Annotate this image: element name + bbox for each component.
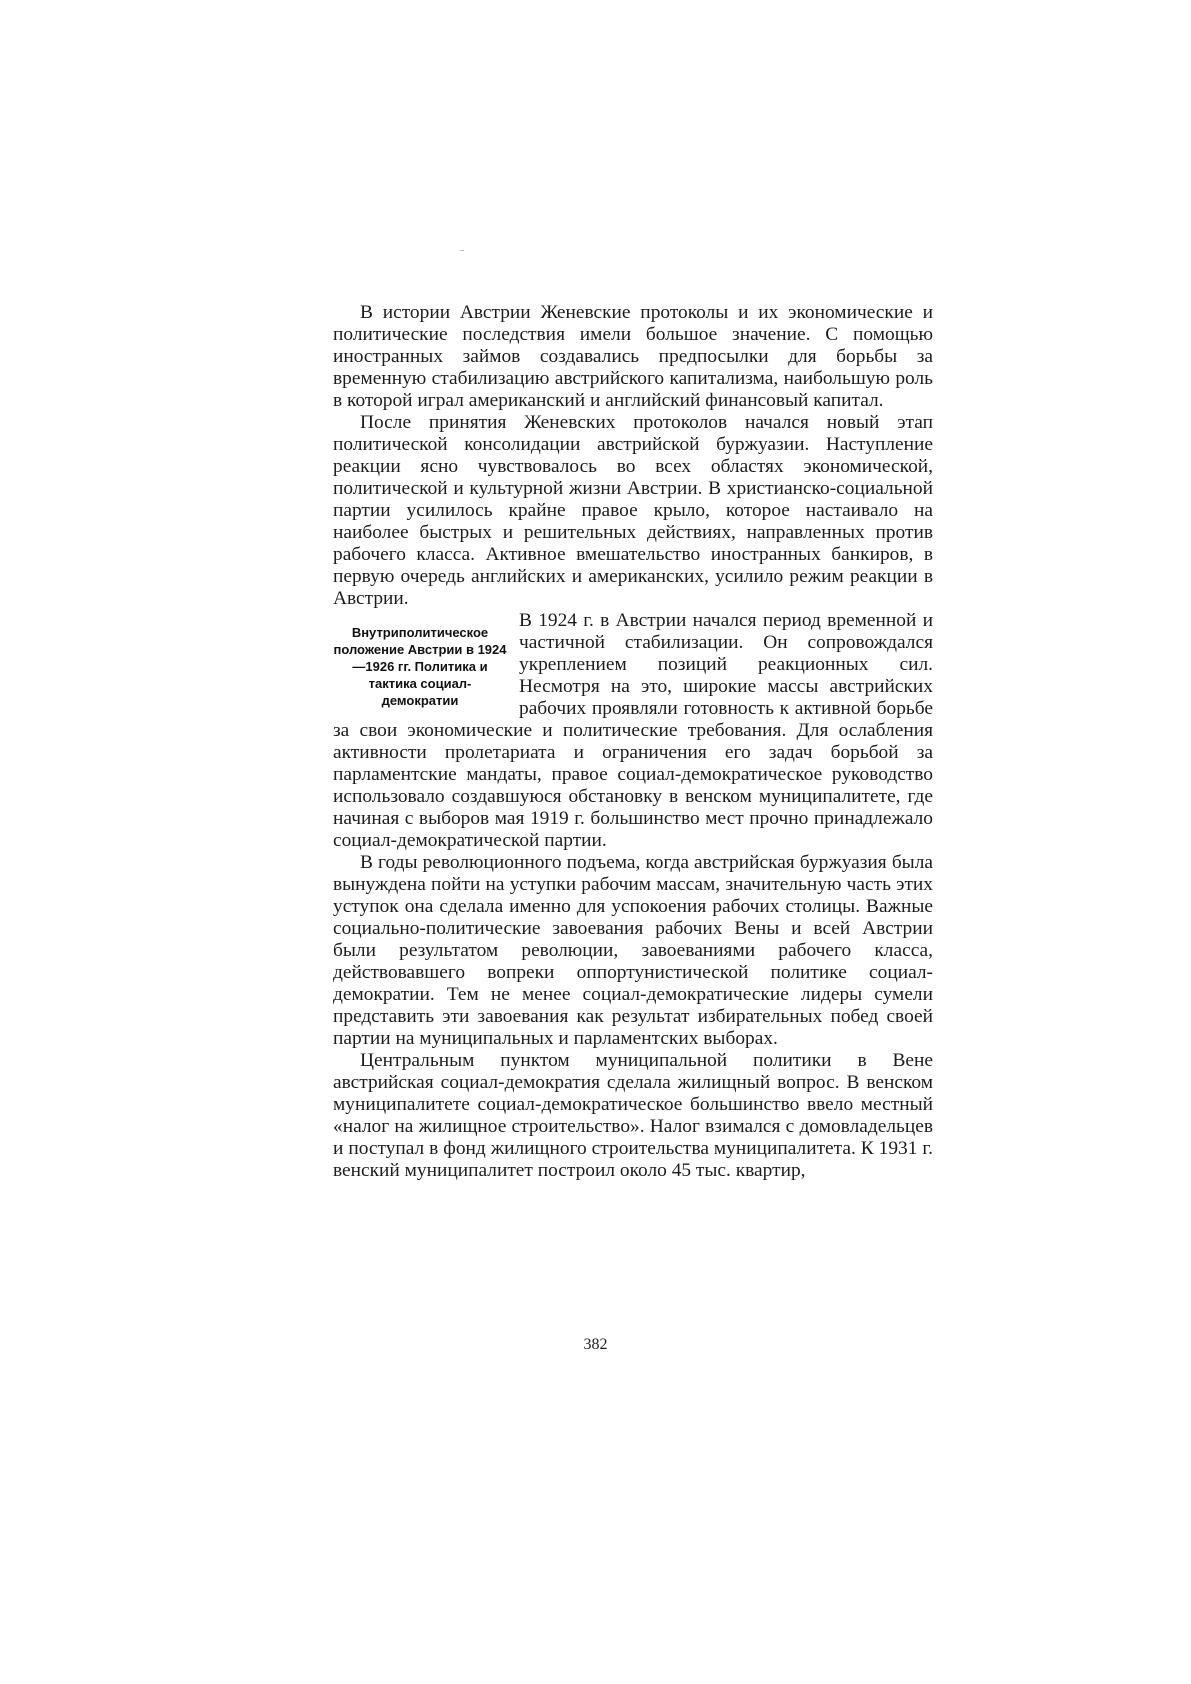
paragraph-3: В 1924 г. в Австрии начался период временной и частичной стабилизации. Он сопровождался укреплением позиций реакционных сил. Несмотря на это, широкие массы австрийских рабочих проявляли готовность к активной борьбе за свои экономические и политические требования. Для ослабления активности пролетариата и ограничения его задач борьбой за парламентские мандаты, правое социал-демократическое руководство использовало создавшуюся обстановку в венском муниципалитете, где начиная с выборов мая 1919 г. большинство мест прочно принадлежало социал-демократической партии. <box>333 610 933 851</box>
margin-heading: Внутриполитическое положение Австрии в 1924—1926 гг. Политика и тактика социал-демократии <box>333 625 507 708</box>
paragraph-4: В годы революционного подъема, когда австрийская буржуазия была вынуждена пойти на уступки рабочим массам, значительную часть этих уступок она сделала именно для успокоения рабочих столицы. Важные социально-политические завоевания рабочих Вены и всей Австрии были результатом революции, завоеваниями рабочего класса, действовавшего вопреки оппортунистической политике социал-демократии. Тем не менее социал-демократические лидеры сумели представить эти завоевания как результат избирательных побед своей партии на муниципальных и парламентских выборах. <box>333 852 933 1049</box>
paragraph-2: После принятия Женевских протоколов начался новый этап политической консолидации австрийской буржуазии. Наступление реакции ясно чувствовалось во всех областях экономической, политической и культурной жизни Австрии. В христианско-социальной партии усилилось крайне правое крыло, которое настаивало на наиболее быстрых и решительных действиях, направленных против рабочего класса. Активное вмешательство иностранных банкиров, в первую очередь английских и американских, усилило режим реакции в Австрии. <box>333 412 933 609</box>
scan-speck <box>460 250 464 251</box>
page-number: 382 <box>583 1336 608 1353</box>
paragraph-5: Центральным пунктом муниципальной политики в Вене австрийская социал-демократия сделала жилищный вопрос. В венском муниципалитете социал-демократическое большинство ввело местный «налог на жилищное строительство». Налог взимался с домовладельцев и поступал в фонд жилищного строительства муниципалитета. К 1931 г. венский муниципалитет построил около 45 тыс. квартир, <box>333 1050 933 1181</box>
paragraph-1: В истории Австрии Женевские протоколы и их экономические и политические последствия имели большое значение. С помощью иностранных займов создавались предпосылки для борьбы за временную стабилизацию австрийского капитализма, наибольшую роль в которой играл американский и английский финансовый капитал. <box>333 302 933 411</box>
page-body <box>333 302 933 1182</box>
